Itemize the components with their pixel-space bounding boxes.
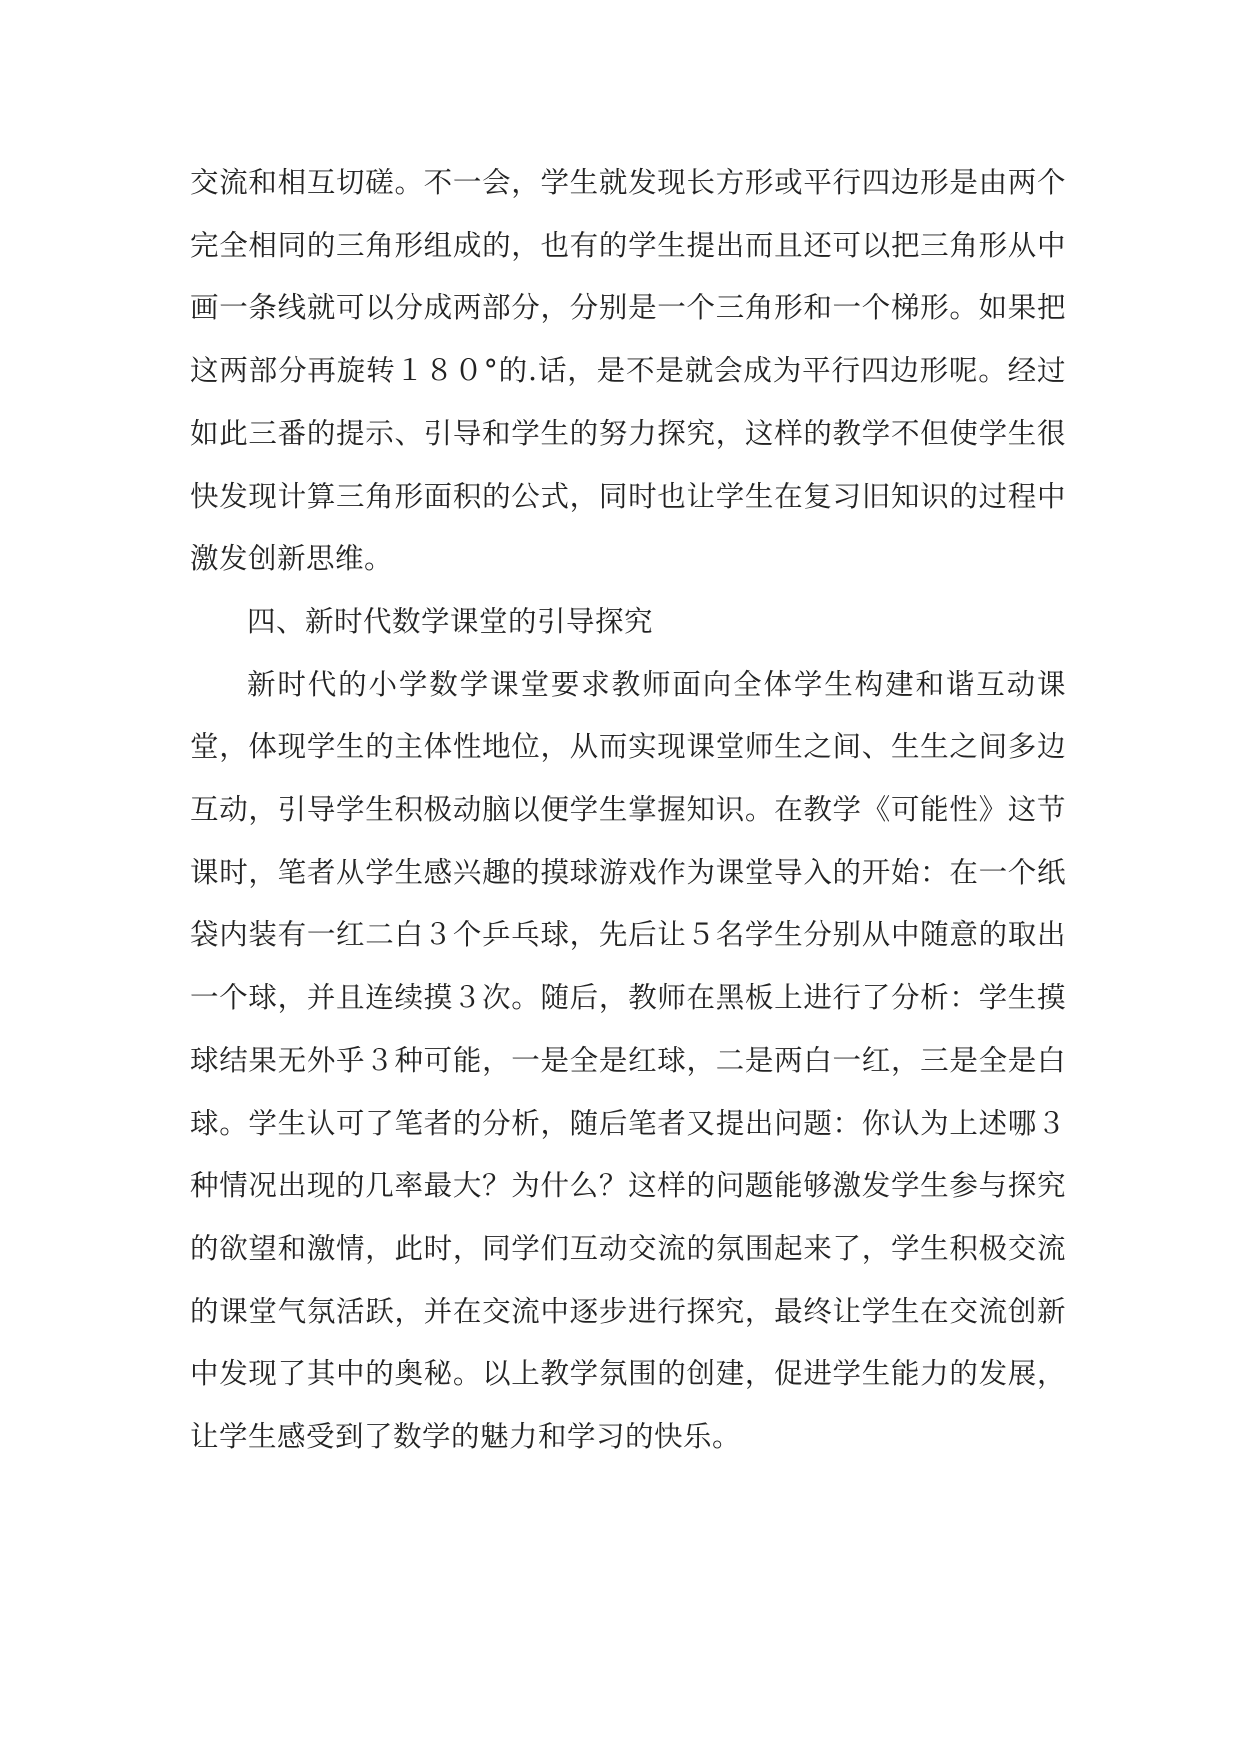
document-body: [190, 152, 1066, 1469]
section-heading: 四、新时代数学课堂的引导探究: [247, 604, 654, 638]
paragraph-body: 新时代的小学数学课堂要求教师面向全体学生构建和谐互动课堂，体现学生的主体性地位，从而实现课堂师生之间、生生之间多边互动，引导学生积极动脑以便学生掌握知识。在教学《可能性》这节课时，笔者从学生感兴趣的摸球游戏作为课堂导入的开始：在一个纸袋内装有一红二白３个乒乓球，先后让５名学生分别从中随意的取出一个球，并且连续摸３次。随后，教师在黑板上进行了分析：学生摸球结果无外乎３种可能，一是全是红球，二是两白一红，三是全是白球。学生认可了笔者的分析，随后笔者又提出问题：你认为上述哪３种情况出现的几率最大？为什么？这样的问题能够激发学生参与探究的欲望和激情，此时，同学们互动交流的氛围起来了，学生积极交流的课堂气氛活跃，并在交流中逐步进行探究，最终让学生在交流创新中发现了其中的奥秘。以上教学氛围的创建，促进学生能力的发展，让学生感受到了数学的魅力和学习的快乐。: [190, 667, 1066, 1454]
paragraph-continuation: 交流和相互切磋。不一会，学生就发现长方形或平行四边形是由两个完全相同的三角形组成的，也有的学生提出而且还可以把三角形从中画一条线就可以分成两部分，分别是一个三角形和一个梯形。如果把这两部分再旋转１８０°的.话，是不是就会成为平行四边形呢。经过如此三番的提示、引导和学生的努力探究，这样的教学不但使学生很快发现计算三角形面积的公式，同时也让学生在复习旧知识的过程中激发创新思维。: [190, 166, 1066, 576]
